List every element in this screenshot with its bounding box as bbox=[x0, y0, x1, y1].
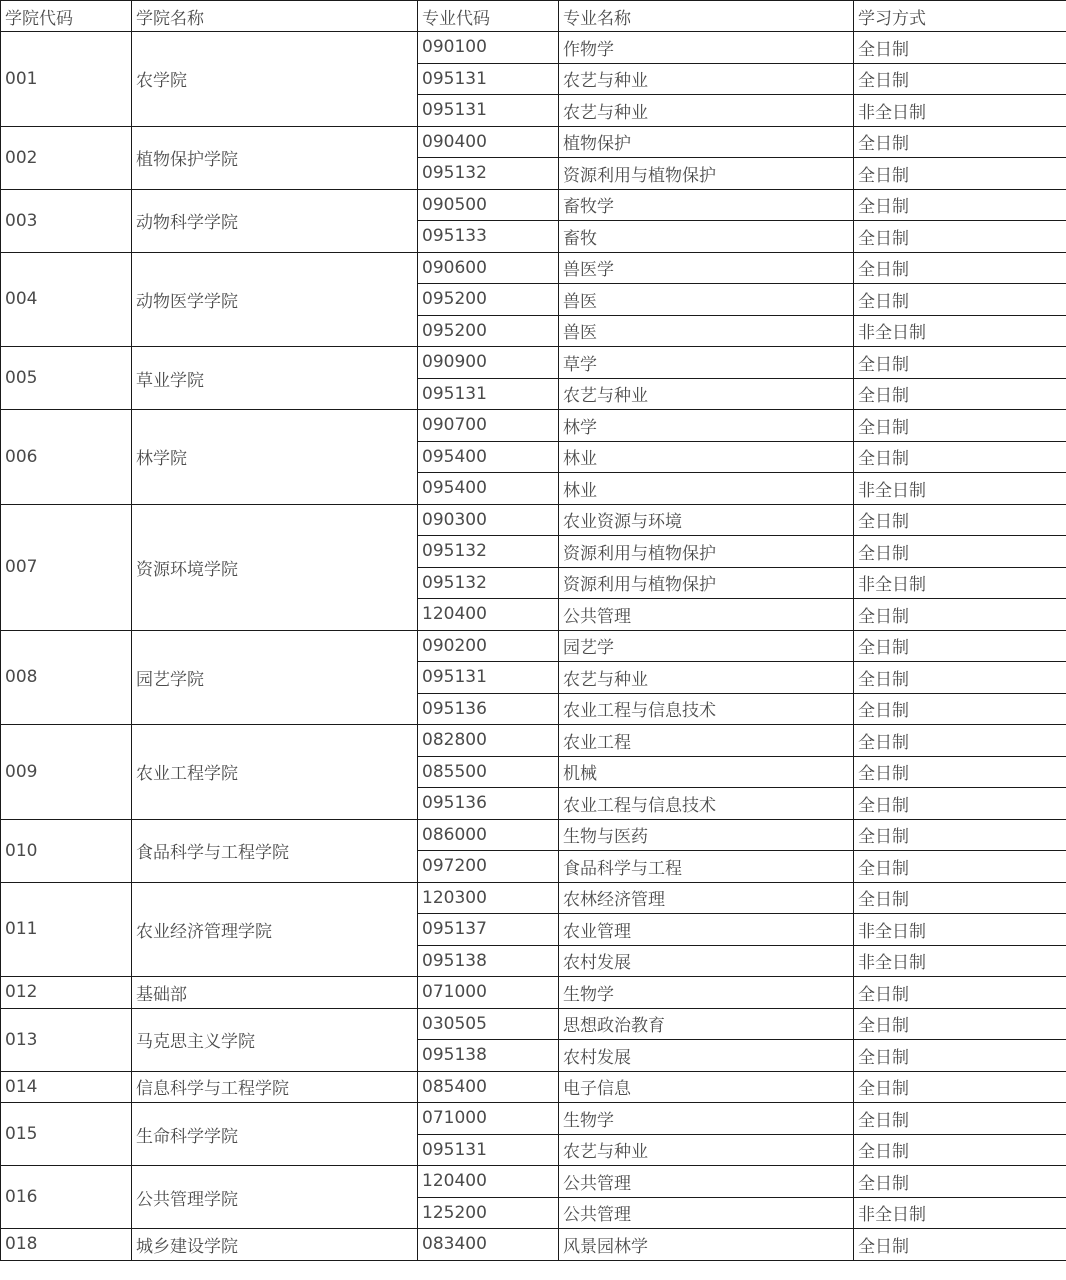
college-code-cell: 006 bbox=[1, 410, 132, 505]
college-name-cell: 食品科学与工程学院 bbox=[132, 819, 418, 882]
header-college-name: 学院名称 bbox=[132, 1, 418, 32]
major-name-cell: 风景园林学 bbox=[559, 1229, 854, 1261]
college-code-cell: 001 bbox=[1, 32, 132, 127]
study-mode-cell: 全日制 bbox=[854, 630, 1066, 662]
major-code-cell: 090900 bbox=[418, 347, 559, 379]
college-code-cell: 005 bbox=[1, 347, 132, 410]
study-mode-cell: 全日制 bbox=[854, 441, 1066, 473]
major-name-cell: 林学 bbox=[559, 410, 854, 442]
study-mode-cell: 非全日制 bbox=[854, 1197, 1066, 1229]
major-code-cell: 095131 bbox=[418, 378, 559, 410]
table-row bbox=[1, 1071, 1066, 1103]
table-row bbox=[1, 725, 1066, 757]
study-mode-cell: 全日制 bbox=[854, 536, 1066, 568]
major-code-cell: 095131 bbox=[418, 662, 559, 694]
table-row bbox=[1, 977, 1066, 1009]
table-row bbox=[1, 1103, 1066, 1135]
study-mode-cell: 全日制 bbox=[854, 126, 1066, 158]
table-row bbox=[1, 252, 1066, 284]
college-code-cell: 009 bbox=[1, 725, 132, 820]
major-name-cell: 公共管理 bbox=[559, 599, 854, 631]
college-code-cell: 012 bbox=[1, 977, 132, 1009]
major-name-cell: 资源利用与植物保护 bbox=[559, 567, 854, 599]
major-code-cell: 083400 bbox=[418, 1229, 559, 1261]
table-row bbox=[1, 347, 1066, 379]
table-row bbox=[1, 1008, 1066, 1040]
major-code-cell: 090200 bbox=[418, 630, 559, 662]
study-mode-cell: 全日制 bbox=[854, 1040, 1066, 1072]
major-code-cell: 120400 bbox=[418, 599, 559, 631]
study-mode-cell: 全日制 bbox=[854, 1008, 1066, 1040]
major-name-cell: 生物学 bbox=[559, 977, 854, 1009]
header-row bbox=[1, 1, 1066, 32]
major-code-cell: 090700 bbox=[418, 410, 559, 442]
study-mode-cell: 非全日制 bbox=[854, 95, 1066, 127]
major-name-cell: 思想政治教育 bbox=[559, 1008, 854, 1040]
major-name-cell: 资源利用与植物保护 bbox=[559, 158, 854, 190]
college-name-cell: 马克思主义学院 bbox=[132, 1008, 418, 1071]
major-code-cell: 095200 bbox=[418, 284, 559, 316]
major-name-cell: 农业资源与环境 bbox=[559, 504, 854, 536]
college-name-cell: 植物保护学院 bbox=[132, 126, 418, 189]
college-name-cell: 农业经济管理学院 bbox=[132, 882, 418, 977]
major-name-cell: 生物学 bbox=[559, 1103, 854, 1135]
college-code-cell: 014 bbox=[1, 1071, 132, 1103]
major-code-cell: 095400 bbox=[418, 473, 559, 505]
study-mode-cell: 全日制 bbox=[854, 378, 1066, 410]
study-mode-cell: 全日制 bbox=[854, 189, 1066, 221]
major-code-cell: 095137 bbox=[418, 914, 559, 946]
college-name-cell: 动物医学学院 bbox=[132, 252, 418, 347]
college-name-cell: 公共管理学院 bbox=[132, 1166, 418, 1229]
major-name-cell: 电子信息 bbox=[559, 1071, 854, 1103]
major-code-cell: 095136 bbox=[418, 788, 559, 820]
header-major-name: 专业名称 bbox=[559, 1, 854, 32]
major-code-cell: 071000 bbox=[418, 1103, 559, 1135]
major-code-cell: 030505 bbox=[418, 1008, 559, 1040]
college-name-cell: 林学院 bbox=[132, 410, 418, 505]
study-mode-cell: 非全日制 bbox=[854, 473, 1066, 505]
major-code-cell: 090500 bbox=[418, 189, 559, 221]
study-mode-cell: 全日制 bbox=[854, 158, 1066, 190]
college-name-cell: 资源环境学院 bbox=[132, 504, 418, 630]
table-row bbox=[1, 819, 1066, 851]
major-name-cell: 食品科学与工程 bbox=[559, 851, 854, 883]
major-name-cell: 兽医 bbox=[559, 284, 854, 316]
major-name-cell: 农艺与种业 bbox=[559, 1134, 854, 1166]
major-name-cell: 草学 bbox=[559, 347, 854, 379]
major-code-cell: 095131 bbox=[418, 1134, 559, 1166]
college-code-cell: 004 bbox=[1, 252, 132, 347]
header-college-code: 学院代码 bbox=[1, 1, 132, 32]
major-name-cell: 公共管理 bbox=[559, 1197, 854, 1229]
study-mode-cell: 全日制 bbox=[854, 1103, 1066, 1135]
college-code-cell: 003 bbox=[1, 189, 132, 252]
college-code-cell: 002 bbox=[1, 126, 132, 189]
study-mode-cell: 全日制 bbox=[854, 819, 1066, 851]
major-name-cell: 园艺学 bbox=[559, 630, 854, 662]
major-code-cell: 095200 bbox=[418, 315, 559, 347]
study-mode-cell: 全日制 bbox=[854, 1166, 1066, 1198]
college-code-cell: 015 bbox=[1, 1103, 132, 1166]
major-code-cell: 095138 bbox=[418, 1040, 559, 1072]
major-name-cell: 农林经济管理 bbox=[559, 882, 854, 914]
table-row bbox=[1, 504, 1066, 536]
college-name-cell: 城乡建设学院 bbox=[132, 1229, 418, 1261]
college-code-cell: 016 bbox=[1, 1166, 132, 1229]
major-code-cell: 071000 bbox=[418, 977, 559, 1009]
study-mode-cell: 全日制 bbox=[854, 1134, 1066, 1166]
major-code-cell: 085400 bbox=[418, 1071, 559, 1103]
major-code-cell: 090300 bbox=[418, 504, 559, 536]
table-body bbox=[1, 32, 1066, 1261]
major-code-cell: 095132 bbox=[418, 536, 559, 568]
study-mode-cell: 非全日制 bbox=[854, 315, 1066, 347]
study-mode-cell: 非全日制 bbox=[854, 567, 1066, 599]
major-code-cell: 095136 bbox=[418, 693, 559, 725]
college-code-cell: 010 bbox=[1, 819, 132, 882]
major-code-cell: 090100 bbox=[418, 32, 559, 64]
table-row bbox=[1, 882, 1066, 914]
table-row bbox=[1, 1229, 1066, 1261]
major-name-cell: 农村发展 bbox=[559, 1040, 854, 1072]
major-name-cell: 兽医 bbox=[559, 315, 854, 347]
major-code-cell: 095138 bbox=[418, 945, 559, 977]
major-name-cell: 机械 bbox=[559, 756, 854, 788]
study-mode-cell: 全日制 bbox=[854, 977, 1066, 1009]
major-code-cell: 095133 bbox=[418, 221, 559, 253]
study-mode-cell: 全日制 bbox=[854, 882, 1066, 914]
study-mode-cell: 全日制 bbox=[854, 756, 1066, 788]
study-mode-cell: 非全日制 bbox=[854, 914, 1066, 946]
major-code-cell: 125200 bbox=[418, 1197, 559, 1229]
major-code-cell: 095132 bbox=[418, 158, 559, 190]
major-code-cell: 086000 bbox=[418, 819, 559, 851]
major-code-cell: 095131 bbox=[418, 63, 559, 95]
table-row bbox=[1, 1166, 1066, 1198]
major-name-cell: 生物与医药 bbox=[559, 819, 854, 851]
major-name-cell: 农业管理 bbox=[559, 914, 854, 946]
header-study-mode: 学习方式 bbox=[854, 1, 1066, 32]
study-mode-cell: 全日制 bbox=[854, 284, 1066, 316]
major-name-cell: 农艺与种业 bbox=[559, 378, 854, 410]
major-name-cell: 农艺与种业 bbox=[559, 95, 854, 127]
study-mode-cell: 全日制 bbox=[854, 662, 1066, 694]
major-name-cell: 农艺与种业 bbox=[559, 63, 854, 95]
college-name-cell: 农学院 bbox=[132, 32, 418, 127]
major-code-cell: 120400 bbox=[418, 1166, 559, 1198]
major-name-cell: 农业工程 bbox=[559, 725, 854, 757]
college-name-cell: 农业工程学院 bbox=[132, 725, 418, 820]
major-code-cell: 095400 bbox=[418, 441, 559, 473]
major-code-cell: 082800 bbox=[418, 725, 559, 757]
header-major-code: 专业代码 bbox=[418, 1, 559, 32]
major-name-cell: 畜牧 bbox=[559, 221, 854, 253]
study-mode-cell: 全日制 bbox=[854, 599, 1066, 631]
college-name-cell: 生命科学学院 bbox=[132, 1103, 418, 1166]
major-code-cell: 095132 bbox=[418, 567, 559, 599]
major-code-cell: 090400 bbox=[418, 126, 559, 158]
major-name-cell: 林业 bbox=[559, 441, 854, 473]
college-code-cell: 018 bbox=[1, 1229, 132, 1261]
college-code-cell: 007 bbox=[1, 504, 132, 630]
major-code-cell: 090600 bbox=[418, 252, 559, 284]
major-name-cell: 林业 bbox=[559, 473, 854, 505]
study-mode-cell: 全日制 bbox=[854, 693, 1066, 725]
major-code-cell: 097200 bbox=[418, 851, 559, 883]
college-name-cell: 园艺学院 bbox=[132, 630, 418, 725]
college-code-cell: 013 bbox=[1, 1008, 132, 1071]
major-name-cell: 农业工程与信息技术 bbox=[559, 788, 854, 820]
study-mode-cell: 全日制 bbox=[854, 725, 1066, 757]
study-mode-cell: 全日制 bbox=[854, 410, 1066, 442]
college-name-cell: 基础部 bbox=[132, 977, 418, 1009]
college-code-cell: 011 bbox=[1, 882, 132, 977]
study-mode-cell: 全日制 bbox=[854, 252, 1066, 284]
study-mode-cell: 全日制 bbox=[854, 1071, 1066, 1103]
study-mode-cell: 全日制 bbox=[854, 1229, 1066, 1261]
major-name-cell: 畜牧学 bbox=[559, 189, 854, 221]
major-code-cell: 120300 bbox=[418, 882, 559, 914]
major-name-cell: 公共管理 bbox=[559, 1166, 854, 1198]
major-name-cell: 农村发展 bbox=[559, 945, 854, 977]
table-row bbox=[1, 630, 1066, 662]
study-mode-cell: 全日制 bbox=[854, 788, 1066, 820]
major-name-cell: 资源利用与植物保护 bbox=[559, 536, 854, 568]
table-row bbox=[1, 32, 1066, 64]
study-mode-cell: 全日制 bbox=[854, 32, 1066, 64]
study-mode-cell: 非全日制 bbox=[854, 945, 1066, 977]
table-row bbox=[1, 126, 1066, 158]
major-code-cell: 085500 bbox=[418, 756, 559, 788]
study-mode-cell: 全日制 bbox=[854, 63, 1066, 95]
study-mode-cell: 全日制 bbox=[854, 221, 1066, 253]
major-name-cell: 兽医学 bbox=[559, 252, 854, 284]
study-mode-cell: 全日制 bbox=[854, 504, 1066, 536]
college-name-cell: 动物科学学院 bbox=[132, 189, 418, 252]
major-code-cell: 095131 bbox=[418, 95, 559, 127]
major-name-cell: 作物学 bbox=[559, 32, 854, 64]
table-row bbox=[1, 410, 1066, 442]
table-row bbox=[1, 189, 1066, 221]
college-name-cell: 信息科学与工程学院 bbox=[132, 1071, 418, 1103]
major-name-cell: 农艺与种业 bbox=[559, 662, 854, 694]
college-code-cell: 008 bbox=[1, 630, 132, 725]
study-mode-cell: 全日制 bbox=[854, 851, 1066, 883]
major-name-cell: 农业工程与信息技术 bbox=[559, 693, 854, 725]
major-name-cell: 植物保护 bbox=[559, 126, 854, 158]
study-mode-cell: 全日制 bbox=[854, 347, 1066, 379]
college-name-cell: 草业学院 bbox=[132, 347, 418, 410]
